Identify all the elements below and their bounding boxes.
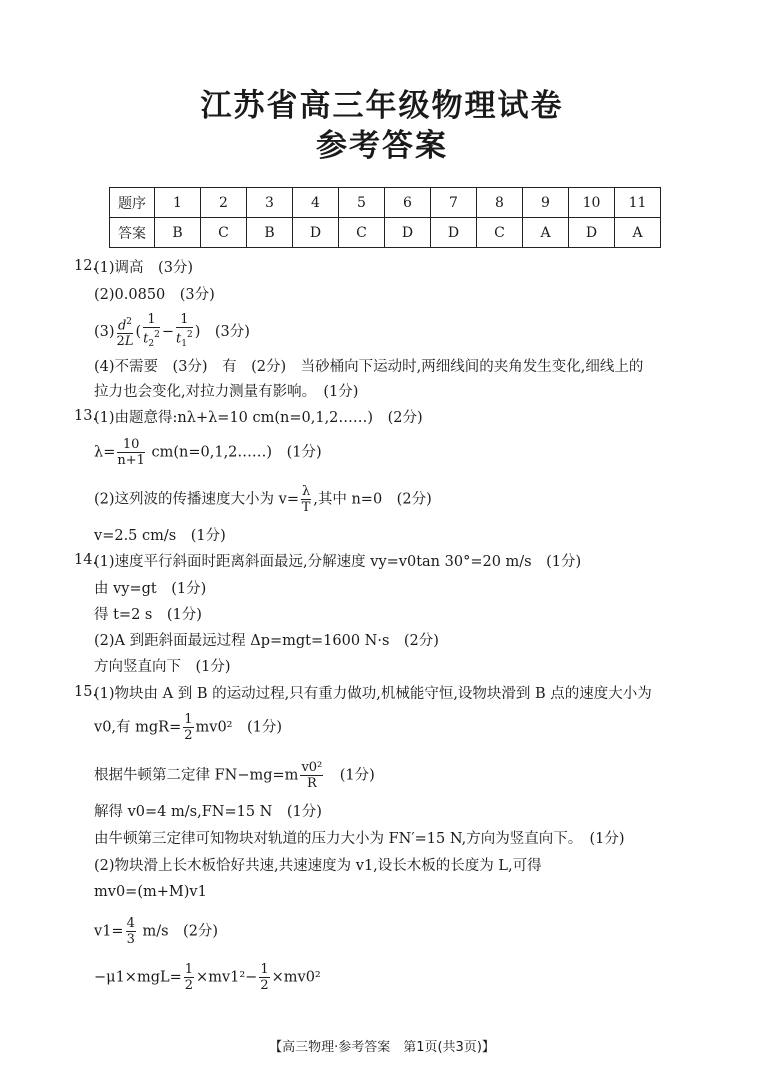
answer-key-title: 参考答案 — [316, 128, 448, 164]
table-cell: 6 — [385, 188, 431, 218]
row-header: 答案 — [110, 218, 155, 248]
page-footer: 【高三物理·参考答案 第1页(共3页)】 — [269, 1040, 495, 1055]
score: (3分) — [214, 323, 250, 340]
denominator: T — [301, 500, 311, 515]
answer-line-formula — [94, 916, 218, 947]
formula-text: ×mv0² — [271, 969, 321, 986]
formula-text: v0,有 mgR= — [94, 719, 182, 736]
answer-line: 拉力也会变化,对拉力测量有影响。 (1分) — [94, 384, 359, 400]
answer-line: (1)物块由 A 到 B 的运动过程,只有重力做功,机械能守恒,设物块滑到 B 点的速度大小为 — [94, 686, 652, 702]
answer-line: (2)物块滑上长木板恰好共速,共速速度为 v1,设长木板的长度为 L,可得 — [94, 858, 542, 874]
denominator: R — [306, 776, 317, 791]
formula-text: ×mv1²− — [196, 969, 258, 986]
table-cell: 4 — [293, 188, 339, 218]
numerator: 10 — [117, 437, 145, 453]
fraction — [183, 712, 193, 743]
question-number: 12. — [74, 258, 98, 274]
table-cell: 10 — [569, 188, 615, 218]
formula-text: mv0² (1分) — [195, 719, 283, 736]
denominator: 3 — [126, 932, 135, 947]
formula-text: 根据牛顿第二定律 FN−mg=m — [94, 767, 299, 784]
answer-line-formula — [94, 712, 282, 743]
formula-text: ,其中 n=0 (2分) — [313, 491, 432, 508]
numerator: 1 — [184, 712, 193, 727]
answer-line-formula — [94, 962, 321, 993]
answer-line: 解得 v0=4 m/s,FN=15 N (1分) — [94, 804, 322, 820]
fraction: $\frac{1}{t_1^2}$ — [176, 312, 193, 349]
formula-text: (2)这列波的传播速度大小为 v= — [94, 491, 299, 508]
fraction — [117, 437, 145, 468]
answer-line: mv0=(m+M)v1 — [94, 884, 207, 900]
fraction: $\frac{1}{t_2^2}$ — [143, 312, 160, 349]
fraction — [301, 484, 311, 515]
table-cell: 11 — [615, 188, 661, 218]
formula-text: cm(n=0,1,2……) (1分) — [151, 444, 322, 461]
table-cell: D — [385, 218, 431, 248]
numerator: 4 — [126, 916, 135, 931]
numerator: v0² — [301, 760, 323, 775]
table-cell: D — [293, 218, 339, 248]
table-cell: C — [477, 218, 523, 248]
denominator: n+1 — [117, 453, 145, 468]
answer-line-formula: (3) $\frac{d^2}{2L}$ ( $\frac{1}{t_2^2}$ − $\frac{1}{t_1^2}$ ) (3分) — [94, 312, 250, 352]
answer-line-formula — [94, 760, 375, 791]
answer-line: v=2.5 cm/s (1分) — [94, 528, 226, 544]
table-cell: C — [201, 218, 247, 248]
table-cell: 5 — [339, 188, 385, 218]
table-cell: 8 — [477, 188, 523, 218]
answer-line-formula — [94, 437, 322, 468]
formula-text: v1= — [94, 923, 124, 940]
answer-line: (1)速度平行斜面时距离斜面最远,分解速度 vy=v0tan 30°=20 m/s (1分) — [94, 554, 582, 570]
answer-table — [109, 187, 661, 248]
answer-line-formula — [94, 484, 432, 515]
answer-line: 由 vy=gt (1分) — [94, 581, 207, 597]
part-label: (3) — [94, 323, 115, 340]
fraction — [184, 962, 194, 993]
answer-line: 方向竖直向下 (1分) — [94, 659, 231, 675]
table-cell: A — [615, 218, 661, 248]
answer-line: (2)A 到距斜面最远过程 Δp=mgt=1600 N·s (2分) — [94, 633, 439, 649]
answer-row — [110, 218, 661, 248]
answer-line: (2)0.0850 (3分) — [94, 287, 215, 303]
table-cell: D — [431, 218, 477, 248]
table-cell: 3 — [247, 188, 293, 218]
numerator: 1 — [184, 962, 194, 977]
numerator: λ — [302, 484, 311, 499]
paper-title: 江苏省高三年级物理试卷 — [200, 88, 564, 124]
answer-line: 由牛顿第三定律可知物块对轨道的压力大小为 FN′=15 N,方向为竖直向下。 (1分) — [94, 831, 625, 847]
question-number-row — [110, 188, 661, 218]
formula-text: m/s (2分) — [142, 923, 219, 940]
question-number: 14. — [74, 552, 98, 568]
denominator: 2 — [184, 728, 193, 743]
formula-text: (1分) — [339, 767, 375, 784]
table-cell: B — [247, 218, 293, 248]
table-cell: C — [339, 218, 385, 248]
fraction — [259, 962, 269, 993]
answer-line: 得 t=2 s (1分) — [94, 607, 202, 623]
denominator: 2 — [260, 978, 269, 993]
table-cell: 9 — [523, 188, 569, 218]
table-cell: A — [523, 218, 569, 248]
table-cell: 7 — [431, 188, 477, 218]
answer-line: (4)不需要 (3分) 有 (2分) 当砂桶向下运动时,两细线间的夹角发生变化,细线上的 — [94, 359, 644, 375]
table-cell: D — [569, 218, 615, 248]
table-cell: B — [155, 218, 201, 248]
numerator: 1 — [260, 962, 269, 977]
question-number: 15. — [74, 684, 98, 700]
formula-text: −μ1×mgL= — [94, 969, 182, 986]
question-number: 13. — [74, 408, 98, 424]
answer-line: (1)调高 (3分) — [94, 260, 194, 276]
fraction — [126, 916, 136, 947]
row-header: 题序 — [110, 188, 155, 218]
formula-text: λ= — [94, 444, 116, 461]
denominator: 2 — [184, 978, 194, 993]
fraction: $\frac{d^2}{2L}$ — [116, 316, 134, 350]
table-cell: 1 — [155, 188, 201, 218]
fraction — [300, 760, 323, 791]
answer-line: (1)由题意得:nλ+λ=10 cm(n=0,1,2……) (2分) — [94, 410, 423, 426]
table-cell: 2 — [201, 188, 247, 218]
